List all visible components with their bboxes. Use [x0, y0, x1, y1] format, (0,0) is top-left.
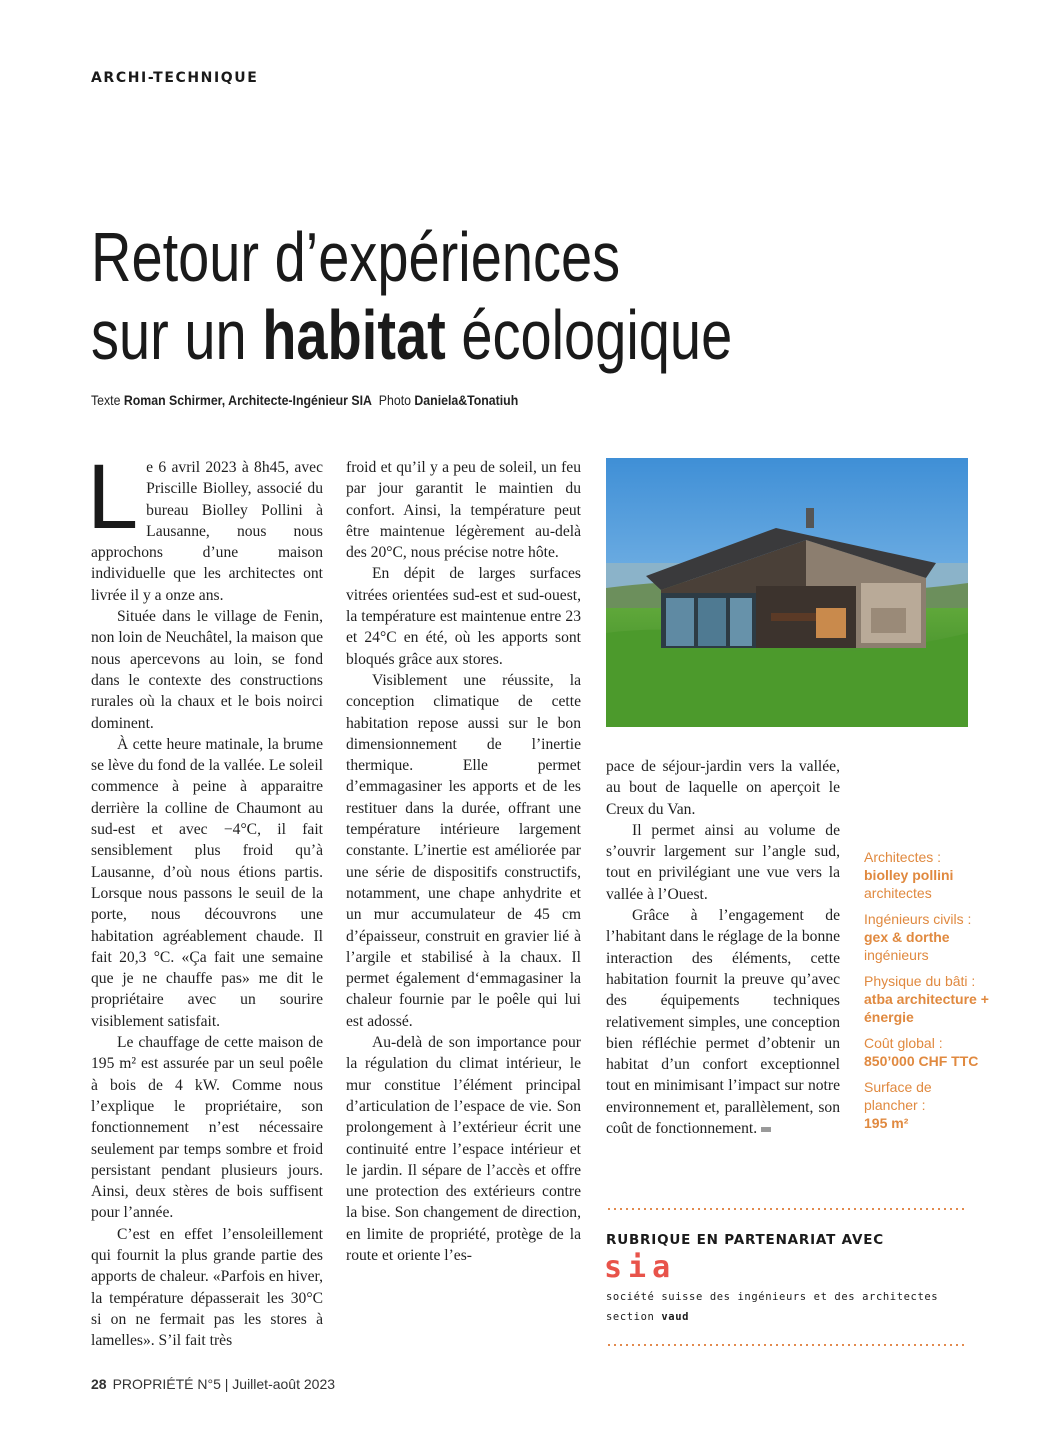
byline-photo-label: Photo — [371, 392, 415, 408]
project-credits — [864, 848, 1004, 1140]
credit-civil-engineers — [864, 910, 1004, 964]
credit-value: gex & dorthe — [864, 929, 950, 945]
paragraph: Au-delà de son importance pour la régulation du climat intérieur, le mur constitue l’élément principal d’articulation de l’espace de vie. Son prolongement à l’extérieur écrit une continuité entre l’espace intérieur et le jardin. Il sépare de l’accès et offre une protection des extérieurs contre la bise. Son changement de direction, en limite de propriété, protège de la route et oriente l’es- — [346, 1034, 581, 1264]
article-column-1 — [87, 446, 323, 1351]
credit-label: Architectes : — [864, 849, 942, 865]
sia-section-label: section — [606, 1311, 662, 1323]
credit-floor-area — [864, 1078, 1004, 1132]
credit-label: Ingénieurs civils : — [864, 911, 972, 927]
paragraph: C’est en effet l’ensoleillement qui fournit la plus grande partie des apports de chaleur. «Parfois en hiver, la température dépasserait les 30°C si on ne fermait pas les stores à lamelles». S’il fait très — [91, 1225, 323, 1350]
end-mark-icon — [761, 1127, 771, 1132]
paragraph: froid et qu’il y a peu de soleil, un feu par jour garantit le maintien du confort. Ainsi, la température peut être maintenue légèrement au-delà des 20°C, nous précise notre hôte. — [346, 459, 581, 562]
byline-photographer: Daniela&Tonatiuh — [414, 392, 519, 408]
paragraph: Visiblement une réussite, la conception climatique de cette habitation repose aussi sur le bon dimensionnement de l’inertie thermique. Elle permet d’emmagasiner les apports et de les restituer dans la durée, offrant une température intérieure largement constante. L’inertie est améliorée par une série de dispositifs constructifs, notamment, une chape anhydrite et un mur accumulateur de 45 cm d’épaisseur, construit en gravier lié à l’argile et stabilisé à la chaux. Il permet également d‘emmagasiner la chaleur fournie par le poêle qui lui est adossé. — [346, 671, 581, 1030]
article-title — [91, 218, 811, 374]
title-line-2-bold: habitat — [262, 296, 446, 374]
credit-sub: ingénieurs — [864, 947, 929, 963]
credit-value: atba architecture + énergie — [864, 991, 989, 1025]
drop-cap: L — [87, 446, 139, 548]
article-column-2 — [346, 457, 581, 1266]
paragraph: À cette heure matinale, la brume se lève du fond de la vallée. Le soleil commence à peine à apparaitre derrière la colline de Chaumont au sud-est et avec −4°C, il fait sensiblement plus froid qu’à Lausanne, d’où nous étions partis. Lorsque nous passons le seuil de la porte, nous découvrons une habitation agréablement chaude. Il fait 20,3 °C. «Ça fait une semaine que je ne chauffe pas» me dit le propriétaire avec un sourire visiblement satisfait. — [91, 735, 323, 1030]
title-line-2-pre: sur un — [91, 296, 263, 374]
article-column-3 — [606, 756, 840, 1139]
byline — [91, 392, 518, 408]
credit-label: Physique du bâti : — [864, 973, 976, 989]
sia-society-name: société suisse des ingénieurs et des architectes — [606, 1291, 939, 1303]
paragraph: pace de séjour-jardin vers la vallée, au bout de laquelle on aperçoit le Creux du Van. — [606, 758, 840, 818]
house-photo — [606, 458, 968, 727]
section-rubric: ARCHI-TECHNIQUE — [91, 70, 259, 86]
title-line-2-post: écologique — [445, 296, 733, 374]
sia-section — [606, 1311, 689, 1323]
partner-heading: RUBRIQUE EN PARTENARIAT AVEC — [606, 1232, 884, 1248]
paragraph: Le chauffage de cette maison de 195 m² est assurée par un seul poêle à bois de 4 kW. Comme nous l’explique le propriétaire, son fonctionnement n’est nécessaire seulement par temps sombre et froid persistant pendant plusieurs jours. Ainsi, deux stères de bois suffisent pour l’année. — [91, 1034, 323, 1222]
credit-label: Coût global : — [864, 1035, 943, 1051]
credit-total-cost — [864, 1034, 1004, 1070]
paragraph: Il permet ainsi au volume de s’ouvrir largement sur l’angle sud, tout en privilégiant une vue vers la vallée à l’Ouest. — [606, 821, 840, 903]
byline-text-label: Texte — [91, 392, 124, 408]
title-line-2 — [91, 296, 811, 374]
dotted-divider-bottom — [606, 1344, 968, 1346]
credit-building-physics — [864, 972, 1004, 1026]
credit-architects — [864, 848, 1004, 902]
paragraph: En dépit de larges surfaces vitrées orientées sud-est et sud-ouest, la température est maintenue entre 23 et 24°C en été, où les apports sont bloqués grâce aux stores. — [346, 565, 581, 668]
page-number: 28 — [91, 1376, 107, 1392]
paragraph: Située dans le village de Fenin, non loin de Neuchâtel, la maison que nous apercevons au loin, se fond dans le contexte des constructions rurales où la chaux et le bois noirci dominent. — [91, 608, 323, 732]
paragraph-text: Grâce à l’engagement de l’habitant dans le réglage de la bonne interaction des éléments, cette habitation fournit la preuve qu’avec des équipements techniques relativement simples, une conception bien réfléchie permet d’obtenir un habitat d’un confort exceptionnel tout en minimisant l’impact sur notre environnement et, parallèlement, son coût de fonctionnement. — [606, 907, 840, 1138]
paragraph-text: e 6 avril 2023 à 8h45, avec Priscille Biolley, associé du bureau Biolley Pollini à Lausanne, nous nous approchons d’une maison individuelle que les architectes ont livrée il y a onze ans. — [91, 459, 323, 604]
magazine-issue: PROPRIÉTÉ N°5 | Juillet-août 2023 — [112, 1376, 336, 1392]
paragraph — [87, 446, 323, 606]
house-illustration — [606, 458, 968, 727]
dotted-divider-top — [606, 1208, 968, 1210]
byline-author: Roman Schirmer, Architecte-Ingénieur SIA — [123, 392, 372, 408]
sia-section-name: vaud — [661, 1311, 690, 1323]
credit-value: 850’000 CHF TTC — [864, 1053, 979, 1069]
page-footer — [91, 1376, 335, 1392]
title-line-1: Retour d’expériences — [91, 218, 621, 296]
credit-value: biolley pollini — [864, 867, 954, 883]
credit-value: 195 m² — [864, 1115, 909, 1131]
credit-label: Surface de plancher : — [864, 1079, 932, 1113]
sia-logo: sia — [604, 1250, 677, 1285]
credit-sub: architectes — [864, 885, 932, 901]
paragraph — [606, 905, 840, 1139]
